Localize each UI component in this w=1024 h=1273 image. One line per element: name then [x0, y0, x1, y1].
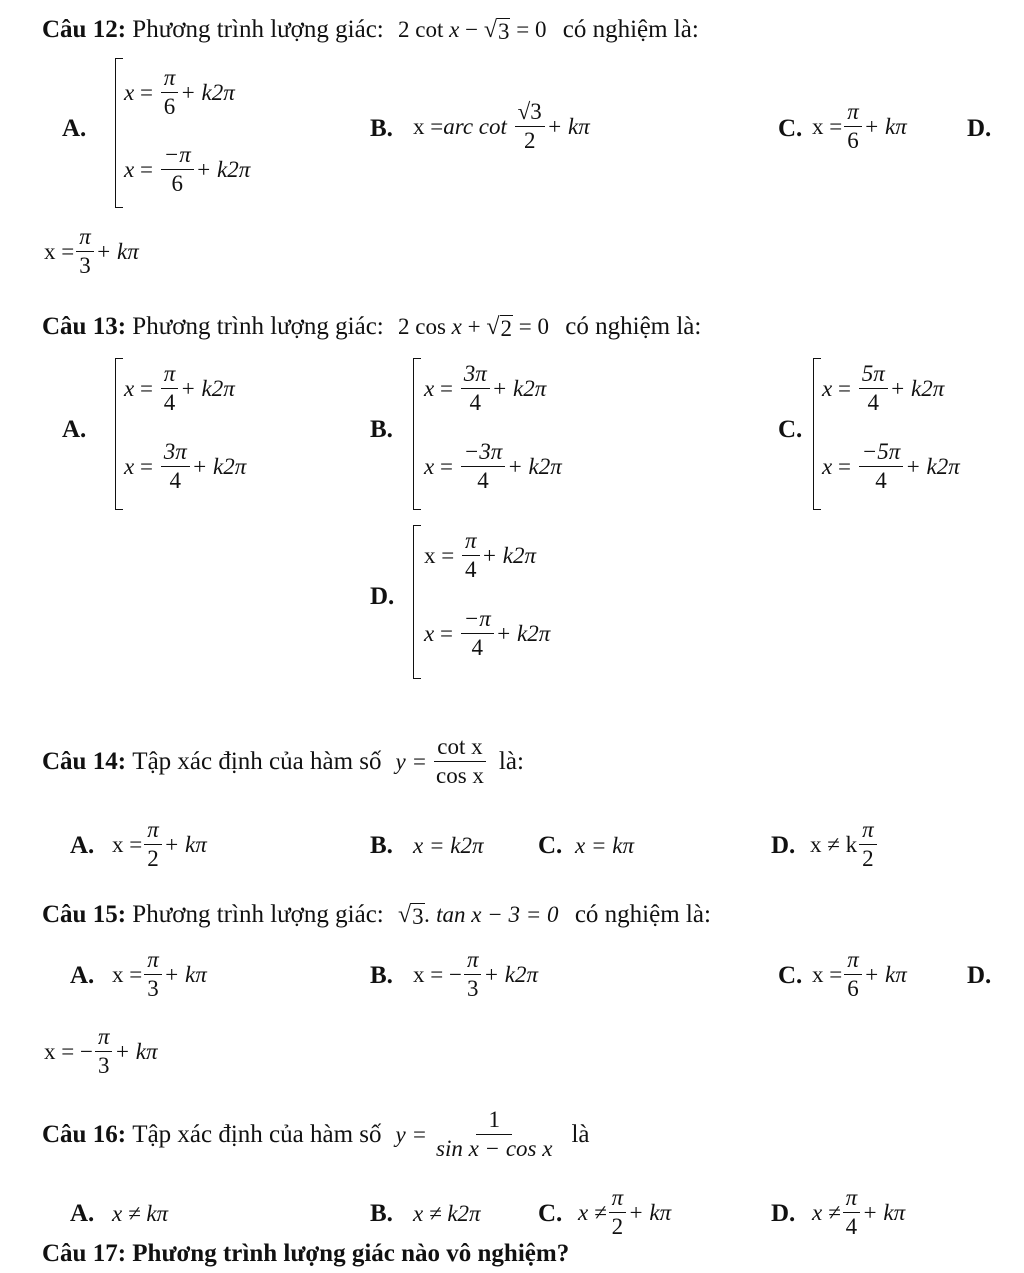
question-14-title: Câu 14: Tập xác định của hàm số y = $\frac{\text{cot x}}{\text{cos x}}$ là:	[42, 734, 524, 789]
question-number: Câu 16:	[42, 1120, 127, 1148]
option-b-value: x = arc cot $\frac{√3}{2}$ + kπ	[413, 99, 590, 154]
option-b-value: x = k2π	[413, 833, 484, 858]
equation: √ 3 . tan x − 3 = 0	[398, 902, 559, 929]
question-text: Phương trình lượng giác:	[132, 16, 384, 43]
equation: 2 cos x + √ 2 = 0	[398, 314, 550, 341]
option-c-value: x = $\frac{\pi}{6}$ + kπ	[812, 99, 907, 154]
option-b-label: B.	[370, 416, 393, 443]
question-17-cutoff: Câu 17: Phương trình lượng giác nào vô nghiệm?	[42, 1240, 570, 1267]
question-number: Câu 12:	[42, 16, 127, 43]
option-d-label: D.	[370, 583, 395, 610]
option-c-label: C.	[538, 1200, 563, 1227]
question-12-title: Câu 12: Phương trình lượng giác: 2 cot x − √ 3 = 0 có nghiệm là:	[42, 16, 699, 44]
option-a-row-2: x = $\frac{-\pi}{6}$ + k2π	[124, 142, 251, 197]
option-d-row-2: x = $\frac{-\pi}{4}$ + k2π	[424, 606, 551, 661]
question-number: Câu 14:	[42, 747, 127, 775]
option-c-label: C.	[778, 416, 803, 443]
bracket	[413, 358, 421, 510]
question-text: Phương trình lượng giác:	[132, 901, 384, 928]
option-b-label: B.	[370, 962, 393, 989]
option-b-label: B.	[370, 115, 393, 142]
option-b-value: x ≠ k2π	[413, 1201, 481, 1226]
bracket	[413, 525, 421, 679]
question-16-title: Câu 16: Tập xác định của hàm số y = $\frac{1}{\text{sin x − cos x}}$ là	[42, 1107, 590, 1162]
option-d-label: D.	[771, 832, 796, 859]
equation: 2 cot x − √ 3 = 0	[398, 17, 547, 44]
option-b-label: B.	[370, 832, 393, 859]
question-text: Phương trình lượng giác:	[132, 313, 384, 340]
bracket	[813, 358, 821, 510]
option-a-label: A.	[62, 416, 87, 443]
option-b-value: x = − $\frac{\pi}{3}$ + k2π	[413, 947, 538, 1002]
bracket	[115, 358, 123, 510]
option-d-value: x = − $\frac{\pi}{3}$ + kπ	[44, 1024, 158, 1079]
option-c-label: C.	[778, 115, 803, 142]
option-d-row-1: x = $\frac{\pi}{4}$ + k2π	[424, 528, 537, 583]
question-15-title: Câu 15: Phương trình lượng giác: √ 3 . tan x − 3 = 0 có nghiệm là:	[42, 901, 711, 929]
option-d-label: D.	[967, 962, 992, 989]
question-number: Câu 15:	[42, 901, 127, 928]
option-d-label: D.	[771, 1200, 796, 1227]
option-c-value: x = kπ	[575, 833, 634, 858]
option-a-value: x = $\frac{\pi}{3}$ + kπ	[112, 947, 207, 1002]
option-d-label: D.	[967, 115, 992, 142]
option-c-label: C.	[778, 962, 803, 989]
fraction: $\frac{\text{cot x}}{\text{cos x}}$	[436, 734, 484, 789]
option-b-label: B.	[370, 1200, 393, 1227]
option-a-label: A.	[70, 832, 95, 859]
fraction: $\frac{1}{\text{sin x − cos x}}$	[436, 1107, 553, 1162]
option-d-value: x ≠ $\frac{\pi}{4}$ + kπ	[812, 1185, 906, 1240]
option-a-value: x ≠ kπ	[112, 1201, 169, 1226]
option-c-label: C.	[538, 832, 563, 859]
question-text: Tập xác định của hàm số	[132, 1120, 382, 1148]
sqrt: √ 3	[483, 17, 510, 44]
option-a-row-2: x = $\frac{3\pi}{4}$ + k2π	[124, 439, 247, 494]
question-13-title: Câu 13: Phương trình lượng giác: 2 cos x + √ 2 = 0 có nghiệm là:	[42, 313, 702, 341]
question-number: Câu 13:	[42, 313, 127, 340]
option-d-value: x ≠ k $\frac{\pi}{2}$	[810, 818, 879, 871]
option-d-value: x = $\frac{\pi}{3}$ + kπ	[44, 224, 139, 279]
option-a-label: A.	[70, 962, 95, 989]
sqrt: √ 2	[486, 314, 513, 341]
option-c-row-1: x = $\frac{5\pi}{4}$ + k2π	[822, 361, 945, 416]
option-a-label: A.	[62, 115, 87, 142]
bracket	[115, 58, 123, 208]
option-b-row-2: x = $\frac{-3\pi}{4}$ + k2π	[424, 439, 562, 494]
sqrt: √ 3	[398, 902, 424, 929]
option-a-label: A.	[70, 1200, 95, 1227]
option-a-value: x = $\frac{\pi}{2}$ + kπ	[112, 817, 207, 872]
option-c-value: x ≠ $\frac{\pi}{2}$ + kπ	[578, 1185, 672, 1240]
option-a-row-1: x = $\frac{\pi}{4}$ + k2π	[124, 361, 235, 416]
option-c-row-2: x = $\frac{-5\pi}{4}$ + k2π	[822, 439, 960, 494]
option-a-row-1: x = $\frac{\pi}{6}$ + k2π	[124, 65, 235, 120]
option-c-value: x = $\frac{\pi}{6}$ + kπ	[812, 947, 907, 1002]
option-b-row-1: x = $\frac{3\pi}{4}$ + k2π	[424, 361, 547, 416]
question-text: Tập xác định của hàm số	[132, 747, 382, 775]
